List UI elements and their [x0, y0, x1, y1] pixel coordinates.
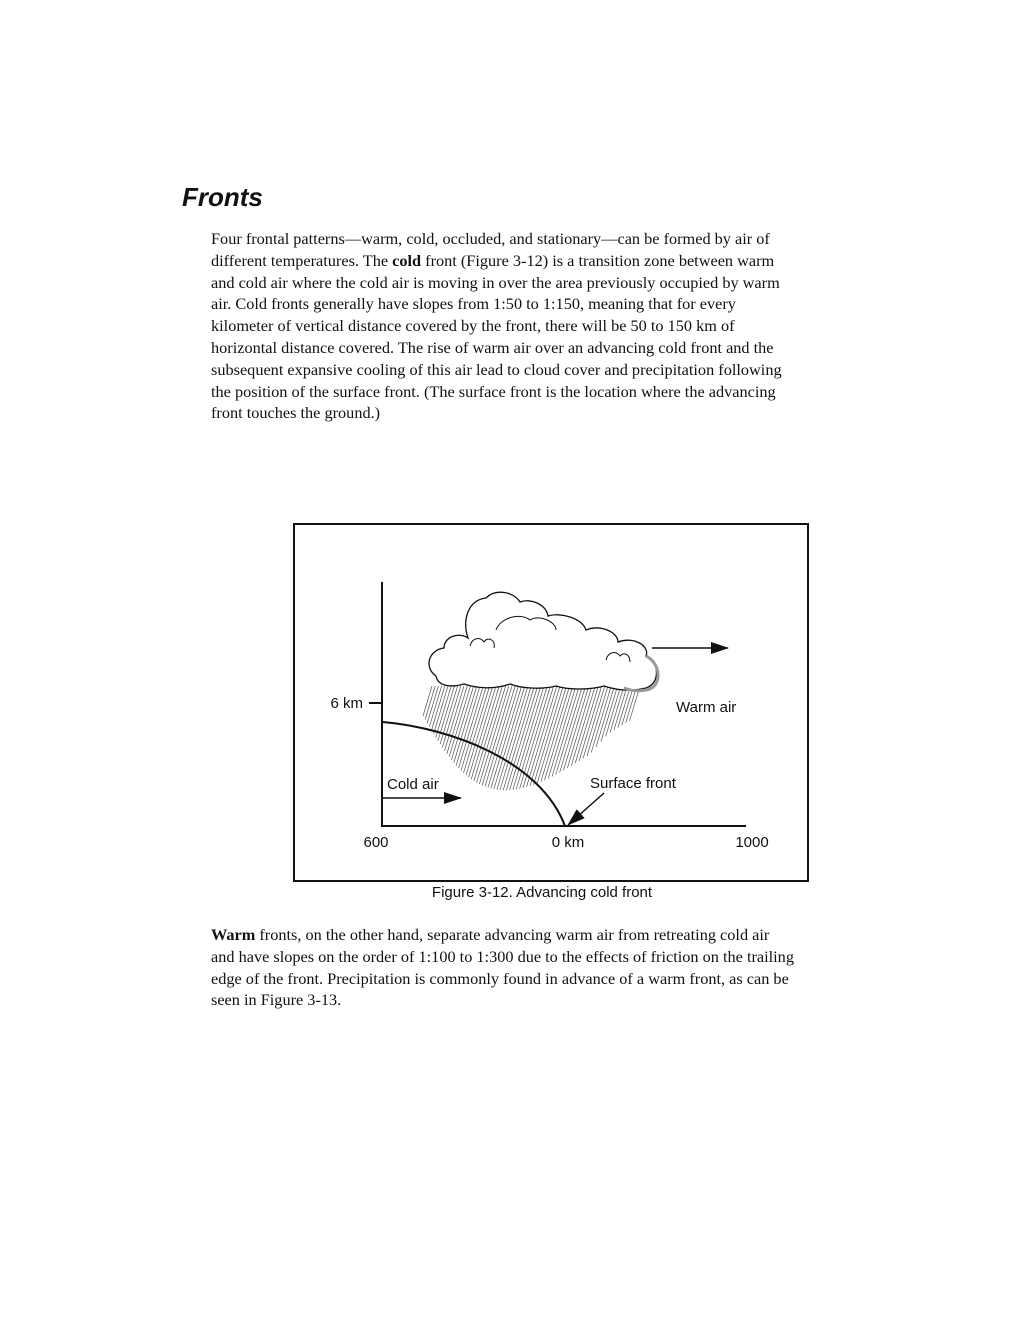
- rain-streak: [516, 686, 547, 789]
- rain-streak: [523, 686, 554, 788]
- rain-streak: [485, 686, 515, 787]
- rain-streak: [618, 686, 631, 728]
- rain-streak: [587, 686, 608, 756]
- rain-streak: [503, 686, 534, 790]
- label-warm-air: Warm air: [676, 699, 737, 716]
- cloud-icon: [429, 592, 658, 691]
- text-line: and have slopes on the order of 1:100 to 1:300 due to the effects of friction on the trailing: [211, 946, 794, 966]
- rain-streak: [488, 686, 519, 788]
- rain-streak: [449, 686, 470, 757]
- text-line: air. Cold fronts generally have slopes from 1:50 to 1:150, meaning that for every: [211, 294, 736, 314]
- rain-streak: [591, 686, 611, 752]
- rain-streak: [427, 686, 438, 723]
- rain-streak: [622, 686, 634, 725]
- rain-streak: [491, 686, 522, 789]
- label-surface-front: Surface front: [590, 775, 676, 792]
- figure-caption: Figure 3-12. Advancing cold front: [431, 884, 653, 901]
- label-cold-air: Cold air: [387, 776, 439, 793]
- section-heading: Fronts: [182, 182, 263, 212]
- rain-streak: [606, 686, 621, 736]
- rain-streak: [560, 686, 586, 773]
- rain-streak: [474, 686, 503, 781]
- rain-streak: [451, 686, 473, 760]
- text-line: front touches the ground.): [211, 403, 381, 423]
- rain-streak: [537, 686, 566, 783]
- rain-streak: [436, 686, 451, 737]
- text-segment: fronts, on the other hand, separate advancing warm air from retreating cold air: [255, 925, 770, 944]
- rain-streak: [541, 686, 570, 782]
- text-line: and cold air where the cold air is moving in over the area previously occupied by warm: [211, 272, 780, 292]
- text-line: edge of the front. Precipitation is commonly found in advance of a warm front, as can be: [211, 968, 789, 988]
- rain-streak: [513, 686, 544, 790]
- text-line: kilometer of vertical distance covered by the front, there will be 50 to 150 km of: [211, 316, 735, 336]
- label-6km: 6 km: [330, 695, 363, 712]
- rain-streak: [482, 686, 512, 785]
- rain-streak: [494, 686, 525, 789]
- rain-streak: [563, 686, 588, 770]
- rain-streak: [527, 686, 557, 787]
- rain-streak: [571, 686, 595, 766]
- rain-streak: [530, 686, 560, 786]
- rain-streak: [434, 686, 448, 734]
- rain-streak: [447, 686, 467, 754]
- rain-streak: [459, 686, 484, 768]
- x-label-0km: 0 km: [551, 834, 585, 851]
- x-label-600: 600: [363, 834, 389, 851]
- text-segment: front (Figure 3-12) is a transition zone between warm: [421, 250, 775, 270]
- rain-streak: [506, 686, 537, 790]
- text-line: subsequent expansive cooling of this air lead to cloud cover and precipitation following: [211, 359, 782, 379]
- bold-term: Warm: [211, 925, 256, 944]
- rain-streak: [461, 686, 486, 771]
- rain-streak: [456, 686, 480, 765]
- text-line: [211, 924, 794, 946]
- bold-term: cold: [392, 250, 422, 270]
- rain-streak: [567, 686, 592, 768]
- rain-streak: [479, 686, 508, 784]
- rain-streak: [445, 686, 464, 751]
- rain-streak: [583, 686, 605, 758]
- text-line: Four frontal patterns—warm, cold, occluded, and stationary—can be formed by air of: [211, 229, 770, 248]
- rain-streak: [497, 686, 528, 790]
- paragraph-warm-fronts: [211, 924, 794, 1011]
- rain-streak: [477, 686, 506, 783]
- surface-front-arrow-icon: [568, 793, 604, 825]
- rain-streak: [464, 686, 490, 773]
- rain-streak: [601, 686, 618, 741]
- text-line: seen in Figure 3-13.: [211, 990, 342, 1010]
- text-line: horizontal distance covered. The rise of warm air over an advancing cold front and the: [211, 337, 774, 357]
- rain-streak: [429, 686, 441, 727]
- rain-streak: [534, 686, 564, 785]
- x-label-1000: 1000: [735, 834, 769, 851]
- text-segment: different temperatures. The: [211, 250, 393, 270]
- text-line: the position of the surface front. (The surface front is the location where the advancing: [211, 381, 776, 401]
